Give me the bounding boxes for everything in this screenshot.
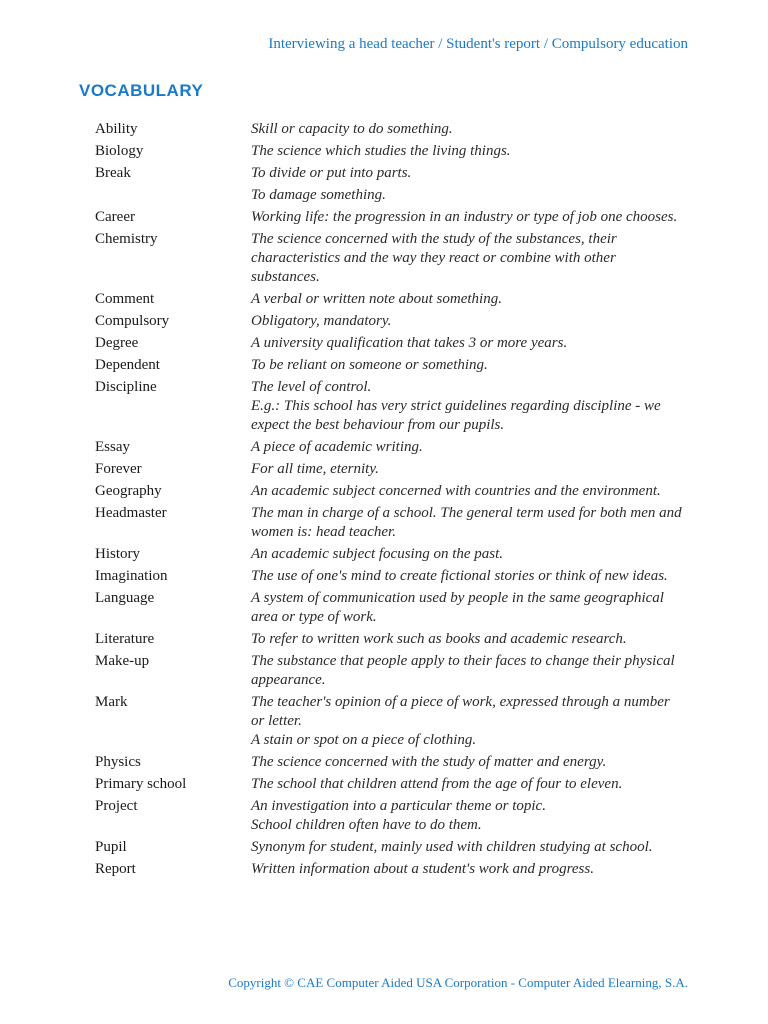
vocab-definition: The science concerned with the study of the substances, their characteristics and the way they react or combine with other substances. [251,231,617,285]
vocab-definition: Synonym for student, mainly used with children studying at school. [251,839,653,855]
page-header: Interviewing a head teacher / Student's report / Compulsory education [268,36,688,52]
vocab-definitions [251,334,685,353]
vocab-term: Primary school [95,776,187,792]
vocab-definition: Obligatory, mandatory. [251,313,392,329]
vocab-definitions [251,860,685,879]
vocab-entry [95,482,685,501]
vocab-definitions [251,775,685,794]
section-title: VOCABULARY [79,81,204,100]
vocab-definition: The level of control. [251,379,372,395]
vocab-definition: Written information about a student's work and progress. [251,861,594,877]
vocab-term: Biology [95,143,144,159]
vocabulary-list [95,120,685,882]
vocab-definitions [251,142,685,161]
vocab-definition: To damage something. [251,187,386,203]
vocab-term: Forever [95,461,142,477]
vocab-term: Pupil [95,839,127,855]
vocab-entry [95,356,685,375]
vocab-definitions [251,312,685,331]
vocab-entry [95,630,685,649]
vocab-entry [95,775,685,794]
vocab-entry [95,589,685,627]
vocab-definition: A verbal or written note about something. [251,291,502,307]
vocab-entry [95,378,685,435]
vocab-definition: A university qualification that takes 3 or more years. [251,335,568,351]
vocab-definition: The science which studies the living things. [251,143,511,159]
vocab-entry [95,230,685,287]
vocab-definition: Skill or capacity to do something. [251,121,453,137]
vocab-entry [95,460,685,479]
vocab-term: Imagination [95,568,168,584]
vocab-term: Degree [95,335,139,351]
vocab-term: Discipline [95,379,157,395]
vocab-definitions [251,545,685,564]
vocab-entry [95,693,685,750]
vocab-definitions [251,567,685,586]
vocab-definition: The substance that people apply to their faces to change their physical appearance. [251,653,675,688]
vocab-term: Geography [95,483,162,499]
vocab-definition: A stain or spot on a piece of clothing. [251,732,477,748]
vocab-definition: A system of communication used by people in the same geographical area or type of work. [251,590,664,625]
vocab-definitions [251,230,685,287]
vocab-definitions [251,208,685,227]
vocab-definition: The science concerned with the study of matter and energy. [251,754,607,770]
vocab-definitions [251,290,685,309]
vocab-definition: An academic subject concerned with countries and the environment. [251,483,661,499]
vocab-term: Report [95,861,136,877]
vocab-definitions [251,652,685,690]
vocab-definition: To be reliant on someone or something. [251,357,488,373]
vocab-entry [95,142,685,161]
vocab-definitions [251,120,685,139]
vocab-definitions [251,753,685,772]
vocab-term: Ability [95,121,138,137]
vocab-entry [95,838,685,857]
vocab-definition: For all time, eternity. [251,461,379,477]
vocab-definitions [251,693,685,750]
vocab-definition: The man in charge of a school. The general term used for both men and women is: head teacher. [251,505,682,540]
vocab-entry [95,312,685,331]
vocab-definition: The use of one's mind to create fictional stories or think of new ideas. [251,568,668,584]
vocab-entry [95,504,685,542]
vocab-term: Compulsory [95,313,170,329]
vocab-term: Literature [95,631,155,647]
page-footer: Copyright © CAE Computer Aided USA Corporation - Computer Aided Elearning, S.A. [228,975,688,990]
vocab-definition: To refer to written work such as books and academic research. [251,631,627,647]
vocab-term: Comment [95,291,155,307]
vocab-entry [95,438,685,457]
vocab-entry [95,164,685,205]
vocab-definitions [251,164,685,205]
vocab-definition: Working life: the progression in an industry or type of job one chooses. [251,209,678,225]
vocab-entry [95,120,685,139]
vocab-definition: E.g.: This school has very strict guidelines regarding discipline - we expect the best behaviour from our pupils. [251,398,661,433]
vocab-entry [95,208,685,227]
vocab-term: Project [95,798,138,814]
vocab-term: Headmaster [95,505,167,521]
vocab-definitions [251,356,685,375]
vocab-definitions [251,630,685,649]
vocab-term: Physics [95,754,141,770]
vocab-entry [95,290,685,309]
vocab-term: Make-up [95,653,150,669]
vocab-definitions [251,838,685,857]
vocab-definitions [251,460,685,479]
vocab-term: Essay [95,439,130,455]
vocab-definition: The teacher's opinion of a piece of work, expressed through a number or letter. [251,694,670,729]
vocab-term: Dependent [95,357,160,373]
vocab-term: Mark [95,694,128,710]
vocab-definition: To divide or put into parts. [251,165,412,181]
vocab-definition: School children often have to do them. [251,817,482,833]
vocab-definitions [251,589,685,627]
vocab-definitions [251,797,685,835]
vocab-definitions [251,504,685,542]
vocab-entry [95,567,685,586]
vocab-definitions [251,378,685,435]
vocab-term: History [95,546,140,562]
vocab-entry [95,753,685,772]
vocab-term: Career [95,209,135,225]
vocab-definitions [251,482,685,501]
vocab-term: Break [95,165,131,181]
vocab-entry [95,652,685,690]
vocab-definition: The school that children attend from the age of four to eleven. [251,776,623,792]
vocab-definition: A piece of academic writing. [251,439,423,455]
vocab-entry [95,334,685,353]
vocab-entry [95,860,685,879]
vocab-definition: An academic subject focusing on the past. [251,546,504,562]
vocab-term: Chemistry [95,231,158,247]
vocab-definitions [251,438,685,457]
vocab-entry [95,545,685,564]
vocab-definition: An investigation into a particular theme or topic. [251,798,546,814]
vocab-entry [95,797,685,835]
vocab-term: Language [95,590,155,606]
